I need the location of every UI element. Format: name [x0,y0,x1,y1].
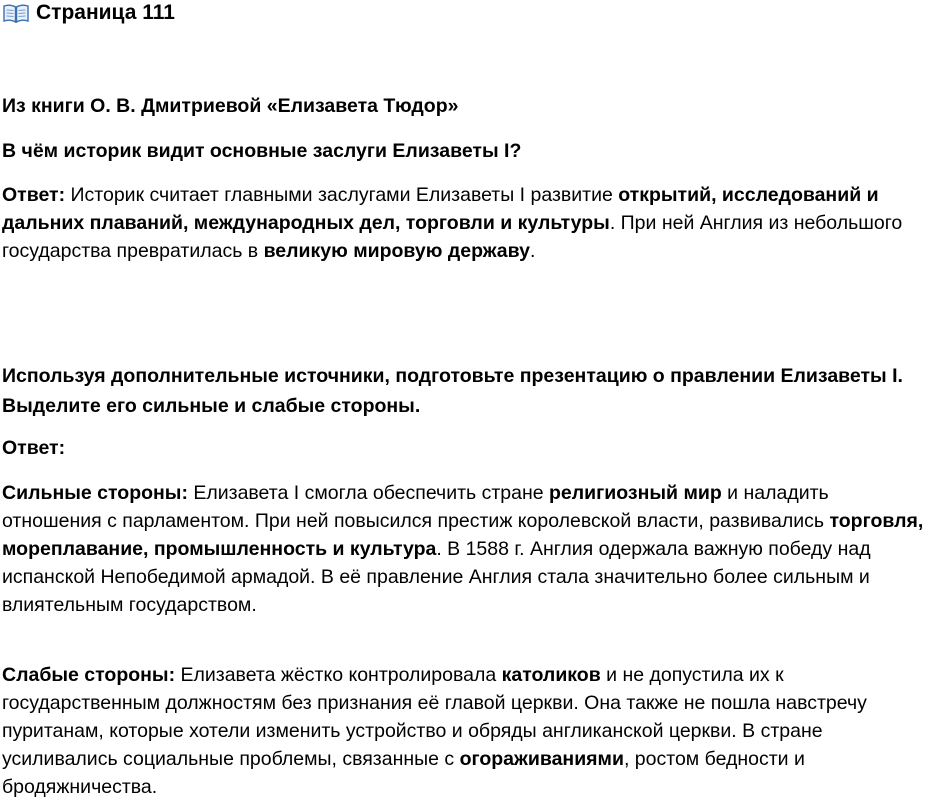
answer-text: Историк считает главными заслугами Елизаветы I развитие [65,184,619,206]
weaknesses-text: Елизавета жёстко контролировала [175,664,502,686]
weaknesses-text: , ростом бедности и бродяжничества. [2,748,805,798]
answer-bold-text: великую мировую державу [263,240,530,262]
strengths-bold-text: торговля, мореплавание, промышленность и культура [2,510,924,560]
strengths-text: Елизавета I смогла обеспечить стране [187,482,550,504]
strengths-bold-text: религиозный мир [549,482,722,504]
answer-1 [2,181,928,265]
strengths-paragraph [2,479,928,619]
answer-text: . [529,240,536,262]
strengths-text: . В 1588 г. Англия одержала важную победу над испанской Непобедимой армадой. В её правление Англия стала значительно более сильным и влиятельным государством. [2,538,871,616]
weaknesses-bold-text: католиков [501,664,601,686]
weaknesses-text: и не допустила их к государственным должностям без признания её главой церкви. Она также не пошла навстречу пуританам, которые хотели изменить устройство и обряды англиканской церкви. В стране усиливались социальные проблемы, связанные с [2,664,867,770]
page-title: Страница 111 [36,1,175,24]
weaknesses-bold-text: огораживаниями [459,748,624,770]
open-book-icon [2,2,30,24]
book-title: Из книги О. В. Дмитриевой «Елизавета Тюдор» [2,95,459,117]
weaknesses-label: Слабые стороны: [2,664,176,686]
answer-bold-text: открытий, исследований и дальних плаваний, международных дел, торговли и культуры [2,184,879,234]
answer-text: . При ней Англия из небольшого государства превратилась в [2,212,903,262]
strengths-label: Сильные стороны: [2,482,188,504]
question-2: Используя дополнительные источники, подготовьте презентацию о правлении Елизаветы I. Выделите его сильные и слабые стороны. [2,365,903,417]
answer-2-label: Ответ: [2,437,66,459]
question-1: В чём историк видит основные заслуги Елизаветы I? [2,140,522,162]
page-header [2,0,930,26]
weaknesses-paragraph [2,661,928,801]
answer-label: Ответ: [2,184,66,206]
strengths-text: и наладить отношения с парламентом. При ней повысился престиж королевской власти, развивались [2,482,830,532]
